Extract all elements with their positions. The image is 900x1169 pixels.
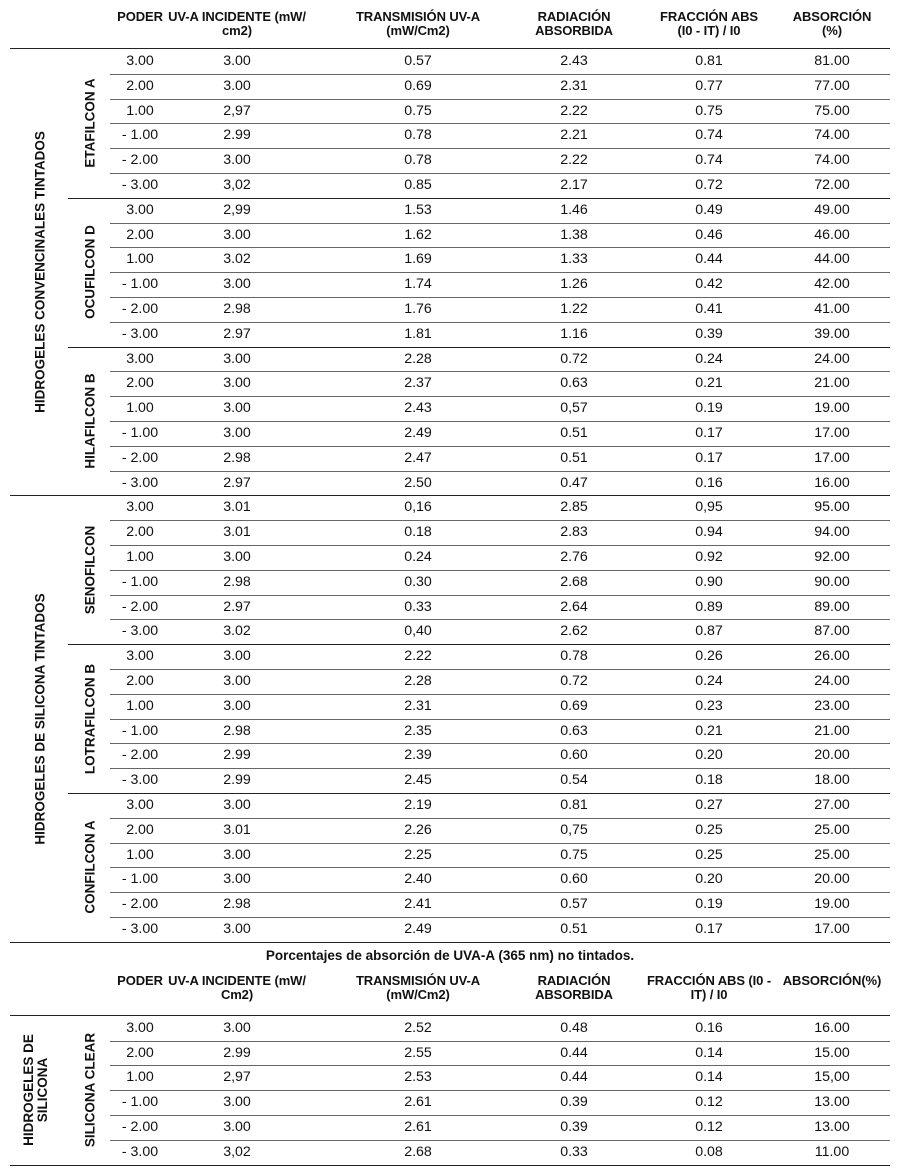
table-cell: 2.41: [404, 896, 432, 913]
table-cell: 0.72: [695, 177, 723, 193]
table2-header-0: PODER: [117, 972, 163, 988]
table-cell: 90.00: [814, 573, 850, 590]
table-cell: 21.00: [814, 722, 850, 739]
table-cell: 0.08: [695, 1143, 723, 1160]
table-cell: 0.90: [695, 573, 723, 590]
table-cell: - 2.00: [121, 1119, 159, 1135]
table-cell: 0.39: [560, 1119, 588, 1135]
table-cell: 1.81: [404, 325, 432, 342]
table-cell: 0.24: [695, 673, 723, 689]
table-cell: - 1.00: [121, 573, 159, 590]
table-cell: 0.44: [695, 251, 723, 268]
table-cell: 0.39: [560, 1094, 588, 1111]
table2-header-4: FRACCIÓN ABS (I0 - IT) / I0: [646, 972, 772, 1002]
table-cell: 0.85: [404, 177, 432, 193]
table-cell: 0,95: [695, 499, 723, 516]
table-cell: 0.57: [560, 896, 588, 913]
table-cell: 46.00: [814, 226, 850, 243]
table-cell: 2.98: [223, 449, 251, 466]
table-cell: 2.39: [404, 747, 432, 764]
table-cell: 15,00: [814, 1069, 850, 1086]
section-label: HIDROGELES DE SILICONA: [21, 1034, 50, 1147]
table-cell: 3.00: [223, 400, 251, 417]
table-cell: 2.85: [560, 499, 588, 516]
table-cell: 0.17: [695, 449, 723, 466]
table-cell: 21.00: [814, 375, 850, 392]
table-cell: 0.25: [695, 821, 723, 838]
table-cell: 1.74: [404, 276, 432, 293]
table-cell: 2,97: [223, 102, 251, 119]
table-cell: 42.00: [814, 276, 850, 293]
table-cell: 2.28: [404, 350, 432, 367]
table-cell: 0.17: [695, 425, 723, 441]
table-cell: - 2.00: [121, 152, 159, 169]
table-cell: 3.01: [223, 821, 251, 838]
table-cell: - 2.00: [121, 449, 159, 466]
table-cell: 1.16: [560, 325, 588, 342]
table-cell: 2.50: [404, 474, 432, 491]
section-label: HIDROGELES CONVENCINALES TINTADOS: [32, 131, 48, 414]
table-cell: 2.97: [223, 474, 251, 491]
group-label: SENOFILCON: [82, 525, 98, 615]
table-cell: 3.00: [223, 53, 251, 69]
table-cell: - 3.00: [121, 623, 159, 640]
table-cell: 1.69: [404, 251, 432, 268]
table-cell: 0.23: [695, 697, 723, 714]
table-cell: 0.69: [404, 77, 432, 94]
table-cell: 0.49: [695, 201, 723, 218]
table-cell: 0.26: [695, 648, 723, 665]
table-cell: 2.99: [223, 1044, 251, 1061]
table-cell: 0.92: [695, 549, 723, 565]
table-cell: 17.00: [814, 425, 850, 441]
table-cell: 0.44: [560, 1069, 588, 1086]
table-cell: 3.00: [223, 697, 251, 714]
table-cell: 87.00: [814, 623, 850, 640]
table-cell: 13.00: [814, 1119, 850, 1135]
table-cell: 3.00: [223, 921, 251, 937]
table-cell: 2.00: [126, 524, 154, 541]
table-cell: 0.77: [695, 77, 723, 94]
table-cell: 1.00: [126, 102, 154, 119]
table-cell: 2,99: [223, 201, 251, 218]
table-cell: 2.47: [404, 449, 432, 466]
table-cell: - 1.00: [121, 425, 159, 441]
table-cell: 92.00: [814, 549, 850, 565]
table-cell: 3.00: [126, 648, 154, 665]
table-cell: 0.46: [695, 226, 723, 243]
table-cell: 2.00: [126, 1044, 154, 1061]
table-cell: 2.17: [560, 177, 588, 193]
table-cell: 74.00: [814, 152, 850, 169]
table-cell: 2.26: [404, 821, 432, 838]
table-cell: - 1.00: [121, 276, 159, 293]
table-cell: 1.22: [560, 301, 588, 317]
table-cell: 44.00: [814, 251, 850, 268]
table-cell: 16.00: [814, 1019, 850, 1036]
table-cell: 3.00: [223, 846, 251, 863]
table-cell: - 2.00: [121, 301, 159, 317]
table-cell: - 2.00: [121, 747, 159, 764]
table-cell: 2.00: [126, 375, 154, 392]
table-cell: 0.69: [560, 697, 588, 714]
table-cell: 2.00: [126, 77, 154, 94]
table-cell: 2.49: [404, 921, 432, 937]
table-cell: 2.98: [223, 301, 251, 317]
table-cell: 0.41: [695, 301, 723, 317]
table-cell: - 1.00: [121, 722, 159, 739]
table1-header-1: UV-A INCIDENTE (mW/ cm2): [168, 9, 306, 38]
table-cell: 25.00: [814, 846, 850, 863]
table-cell: 0.78: [404, 127, 432, 144]
table-cell: 1.00: [126, 400, 154, 417]
table-cell: 3.00: [223, 648, 251, 665]
table-cell: 81.00: [814, 53, 850, 69]
table-cell: 0.24: [695, 350, 723, 367]
table-cell: 2.52: [404, 1019, 432, 1036]
table-cell: 2.99: [223, 127, 251, 144]
table-cell: 2,97: [223, 1069, 251, 1086]
table-cell: 3.00: [223, 871, 251, 888]
table-cell: 0.60: [560, 747, 588, 764]
table-cell: 3.00: [223, 549, 251, 565]
table-cell: 3.00: [223, 1019, 251, 1036]
table-cell: 0.60: [560, 871, 588, 888]
table-cell: 2.68: [560, 573, 588, 590]
table-cell: 77.00: [814, 77, 850, 94]
table-cell: 2.22: [404, 648, 432, 665]
table-cell: 0.17: [695, 921, 723, 937]
table1-header-3: RADIACIÓN ABSORBIDA: [535, 9, 613, 38]
table-cell: 3.00: [223, 276, 251, 293]
table-cell: 2.19: [404, 797, 432, 813]
group-label: CONFILCON A: [82, 820, 98, 915]
table-cell: 2.53: [404, 1069, 432, 1086]
table-cell: 25.00: [814, 821, 850, 838]
table-cell: 2.21: [560, 127, 588, 144]
table-cell: 2.35: [404, 722, 432, 739]
table-cell: 0.75: [560, 846, 588, 863]
table-cell: 0.12: [695, 1119, 723, 1135]
table-cell: 2.37: [404, 375, 432, 392]
table-cell: 0.72: [560, 673, 588, 689]
table-cell: 0.74: [695, 152, 723, 169]
table-cell: 0.51: [560, 921, 588, 937]
table-cell: 0.57: [404, 53, 432, 69]
table-cell: - 1.00: [121, 871, 159, 888]
table-cell: 2.99: [223, 772, 251, 789]
table-cell: 0.16: [695, 474, 723, 491]
table-cell: 3.00: [223, 425, 251, 441]
table-cell: 39.00: [814, 325, 850, 342]
table2-header-3: RADIACIÓN ABSORBIDA: [535, 972, 613, 1002]
table-cell: 16.00: [814, 474, 850, 491]
table-cell: 94.00: [814, 524, 850, 541]
table-cell: 0.39: [695, 325, 723, 342]
table-cell: 2.00: [126, 226, 154, 243]
table-cell: 15.00: [814, 1044, 850, 1061]
table-cell: 17.00: [814, 449, 850, 466]
table-cell: - 3.00: [121, 921, 159, 937]
table-cell: 2.31: [404, 697, 432, 714]
table2-header-1: UV-A INCIDENTE (mW/ Cm2): [168, 972, 306, 1002]
table-cell: 3.00: [126, 1019, 154, 1036]
table-cell: 0.14: [695, 1069, 723, 1086]
table-cell: 3.02: [223, 251, 251, 268]
table2-header-5: ABSORCIÓN(%): [782, 972, 882, 988]
table-cell: 3.02: [223, 623, 251, 640]
table-cell: 0.47: [560, 474, 588, 491]
table-cell: 0.33: [404, 598, 432, 615]
table-cell: 27.00: [814, 797, 850, 813]
table-cell: 3.00: [223, 226, 251, 243]
table-cell: 3.00: [223, 797, 251, 813]
table-caption: Porcentajes de absorción de UVA-A (365 nm) no tintados.: [265, 947, 635, 963]
table-cell: 3.00: [223, 1119, 251, 1135]
table-cell: - 2.00: [121, 598, 159, 615]
table-cell: 0.75: [695, 102, 723, 119]
table-cell: 0.87: [695, 623, 723, 640]
group-divider: [10, 942, 890, 943]
table-cell: 2.49: [404, 425, 432, 441]
table-cell: 2.68: [404, 1143, 432, 1160]
table-cell: 0.18: [404, 524, 432, 541]
table-cell: 20.00: [814, 871, 850, 888]
table-cell: 3.00: [126, 53, 154, 69]
group-label: ETAFILCON A: [82, 78, 98, 169]
table-cell: 18.00: [814, 772, 850, 789]
table-cell: 0.94: [695, 524, 723, 541]
table-cell: 0.74: [695, 127, 723, 144]
table-cell: 49.00: [814, 201, 850, 218]
table-cell: 3.01: [223, 499, 251, 516]
group-label: HILAFILCON B: [82, 373, 98, 469]
table-cell: 2.61: [404, 1119, 432, 1135]
table-cell: 0.21: [695, 722, 723, 739]
table-cell: 0.78: [560, 648, 588, 665]
table-cell: 3.01: [223, 524, 251, 541]
table-cell: 75.00: [814, 102, 850, 119]
table-cell: 1.76: [404, 301, 432, 317]
table-cell: 2.97: [223, 325, 251, 342]
table-cell: 0.30: [404, 573, 432, 590]
table-cell: 0.81: [695, 53, 723, 69]
table-cell: 2.28: [404, 673, 432, 689]
table-cell: 3,02: [223, 1143, 251, 1160]
table-cell: 41.00: [814, 301, 850, 317]
table-cell: 0.63: [560, 375, 588, 392]
table-cell: - 1.00: [121, 127, 159, 144]
table-cell: 1.46: [560, 201, 588, 218]
table-cell: 3.00: [223, 77, 251, 94]
table-cell: 2.45: [404, 772, 432, 789]
table-cell: 74.00: [814, 127, 850, 144]
table-cell: 95.00: [814, 499, 850, 516]
table-bottom-rule: [10, 1165, 890, 1166]
table-cell: 0.19: [695, 400, 723, 417]
table-cell: 3.00: [126, 350, 154, 367]
table-cell: 0.18: [695, 772, 723, 789]
table-cell: - 3.00: [121, 474, 159, 491]
table-cell: 2.00: [126, 673, 154, 689]
table-cell: 3.00: [126, 797, 154, 813]
table-cell: 24.00: [814, 673, 850, 689]
table-cell: 0,75: [560, 821, 588, 838]
group-label: LOTRAFILCON B: [82, 663, 98, 774]
table1-header-4: FRACCIÓN ABS (I0 - IT) / I0: [660, 9, 758, 38]
group-label: OCUFILCON D: [82, 225, 98, 320]
table-cell: 0,40: [404, 623, 432, 640]
table-cell: 3.00: [223, 350, 251, 367]
table-cell: 0.72: [560, 350, 588, 367]
table-cell: 0.19: [695, 896, 723, 913]
table1-header-5: ABSORCIÓN (%): [792, 9, 872, 38]
table-cell: 2.22: [560, 152, 588, 169]
table-cell: 0,57: [560, 400, 588, 417]
table-cell: 2.76: [560, 549, 588, 565]
table-cell: 2.40: [404, 871, 432, 888]
table-cell: 0.27: [695, 797, 723, 813]
table-cell: 2.61: [404, 1094, 432, 1111]
table-cell: 11.00: [814, 1143, 850, 1160]
table-cell: 2.98: [223, 573, 251, 590]
table-cell: 1.33: [560, 251, 588, 268]
table-cell: 2.00: [126, 821, 154, 838]
table-cell: 0.20: [695, 747, 723, 764]
table-cell: 2.43: [560, 53, 588, 69]
table-cell: 89.00: [814, 598, 850, 615]
table-cell: 2.62: [560, 623, 588, 640]
table-cell: 0.24: [404, 549, 432, 565]
table-cell: 0.44: [560, 1044, 588, 1061]
table-cell: 2.98: [223, 896, 251, 913]
table-cell: 0.48: [560, 1019, 588, 1036]
table-cell: 19.00: [814, 400, 850, 417]
table-cell: 19.00: [814, 896, 850, 913]
table-cell: 1.00: [126, 846, 154, 863]
table-cell: 3,02: [223, 177, 251, 193]
table-cell: 2.64: [560, 598, 588, 615]
table-cell: 0.33: [560, 1143, 588, 1160]
section-label: HIDROGELES DE SILICONA TINTADOS: [32, 592, 48, 845]
table-cell: 1.00: [126, 1069, 154, 1086]
table1-header-0: PODER: [117, 9, 163, 24]
table-cell: 26.00: [814, 648, 850, 665]
table-cell: 2.99: [223, 747, 251, 764]
table-cell: 2.55: [404, 1044, 432, 1061]
table-cell: 2.97: [223, 598, 251, 615]
table-cell: 0.12: [695, 1094, 723, 1111]
table-cell: - 3.00: [121, 772, 159, 789]
table-cell: 1.53: [404, 201, 432, 218]
group-label: SILICONA CLEAR: [82, 1033, 98, 1148]
table-cell: 1.26: [560, 276, 588, 293]
table-cell: 3.00: [223, 375, 251, 392]
table-cell: 0.78: [404, 152, 432, 169]
table-cell: 2.25: [404, 846, 432, 863]
table-cell: 1.38: [560, 226, 588, 243]
table-cell: 3.00: [223, 673, 251, 689]
table-cell: 0.51: [560, 449, 588, 466]
table1-header-2: TRANSMISIÓN UV-A (mW/Cm2): [355, 9, 481, 38]
table-cell: 0.54: [560, 772, 588, 789]
table-cell: 2.43: [404, 400, 432, 417]
table-cell: 0.21: [695, 375, 723, 392]
table-cell: 0.81: [560, 797, 588, 813]
table-cell: - 3.00: [121, 177, 159, 193]
table-cell: 0.42: [695, 276, 723, 293]
table-cell: 0.51: [560, 425, 588, 441]
table-cell: 0.63: [560, 722, 588, 739]
table-cell: 72.00: [814, 177, 850, 193]
table-cell: 1.62: [404, 226, 432, 243]
table-cell: 2.83: [560, 524, 588, 541]
table-cell: 0.75: [404, 102, 432, 119]
table-cell: 1.00: [126, 549, 154, 565]
table-cell: 2.31: [560, 77, 588, 94]
table-cell: 23.00: [814, 697, 850, 714]
table-cell: 17.00: [814, 921, 850, 937]
table-cell: 1.00: [126, 251, 154, 268]
table-cell: 2.98: [223, 722, 251, 739]
table2-header-2: TRANSMISIÓN UV-A (mW/Cm2): [355, 972, 481, 1002]
table-cell: 0.16: [695, 1019, 723, 1036]
table-cell: 20.00: [814, 747, 850, 764]
table-cell: 0,16: [404, 499, 432, 516]
table-cell: 2.22: [560, 102, 588, 119]
table-cell: - 3.00: [121, 325, 159, 342]
table-cell: 3.00: [223, 152, 251, 169]
table-cell: 0.89: [695, 598, 723, 615]
table-cell: 3.00: [126, 499, 154, 516]
table-cell: - 3.00: [121, 1143, 159, 1160]
table-cell: 3.00: [126, 201, 154, 218]
table-cell: 0.25: [695, 846, 723, 863]
table-cell: 1.00: [126, 697, 154, 714]
table-cell: 0.20: [695, 871, 723, 888]
table-cell: 13.00: [814, 1094, 850, 1111]
table-cell: - 1.00: [121, 1094, 159, 1111]
table-cell: 24.00: [814, 350, 850, 367]
table-cell: 0.14: [695, 1044, 723, 1061]
table-cell: 3.00: [223, 1094, 251, 1111]
table-cell: - 2.00: [121, 896, 159, 913]
